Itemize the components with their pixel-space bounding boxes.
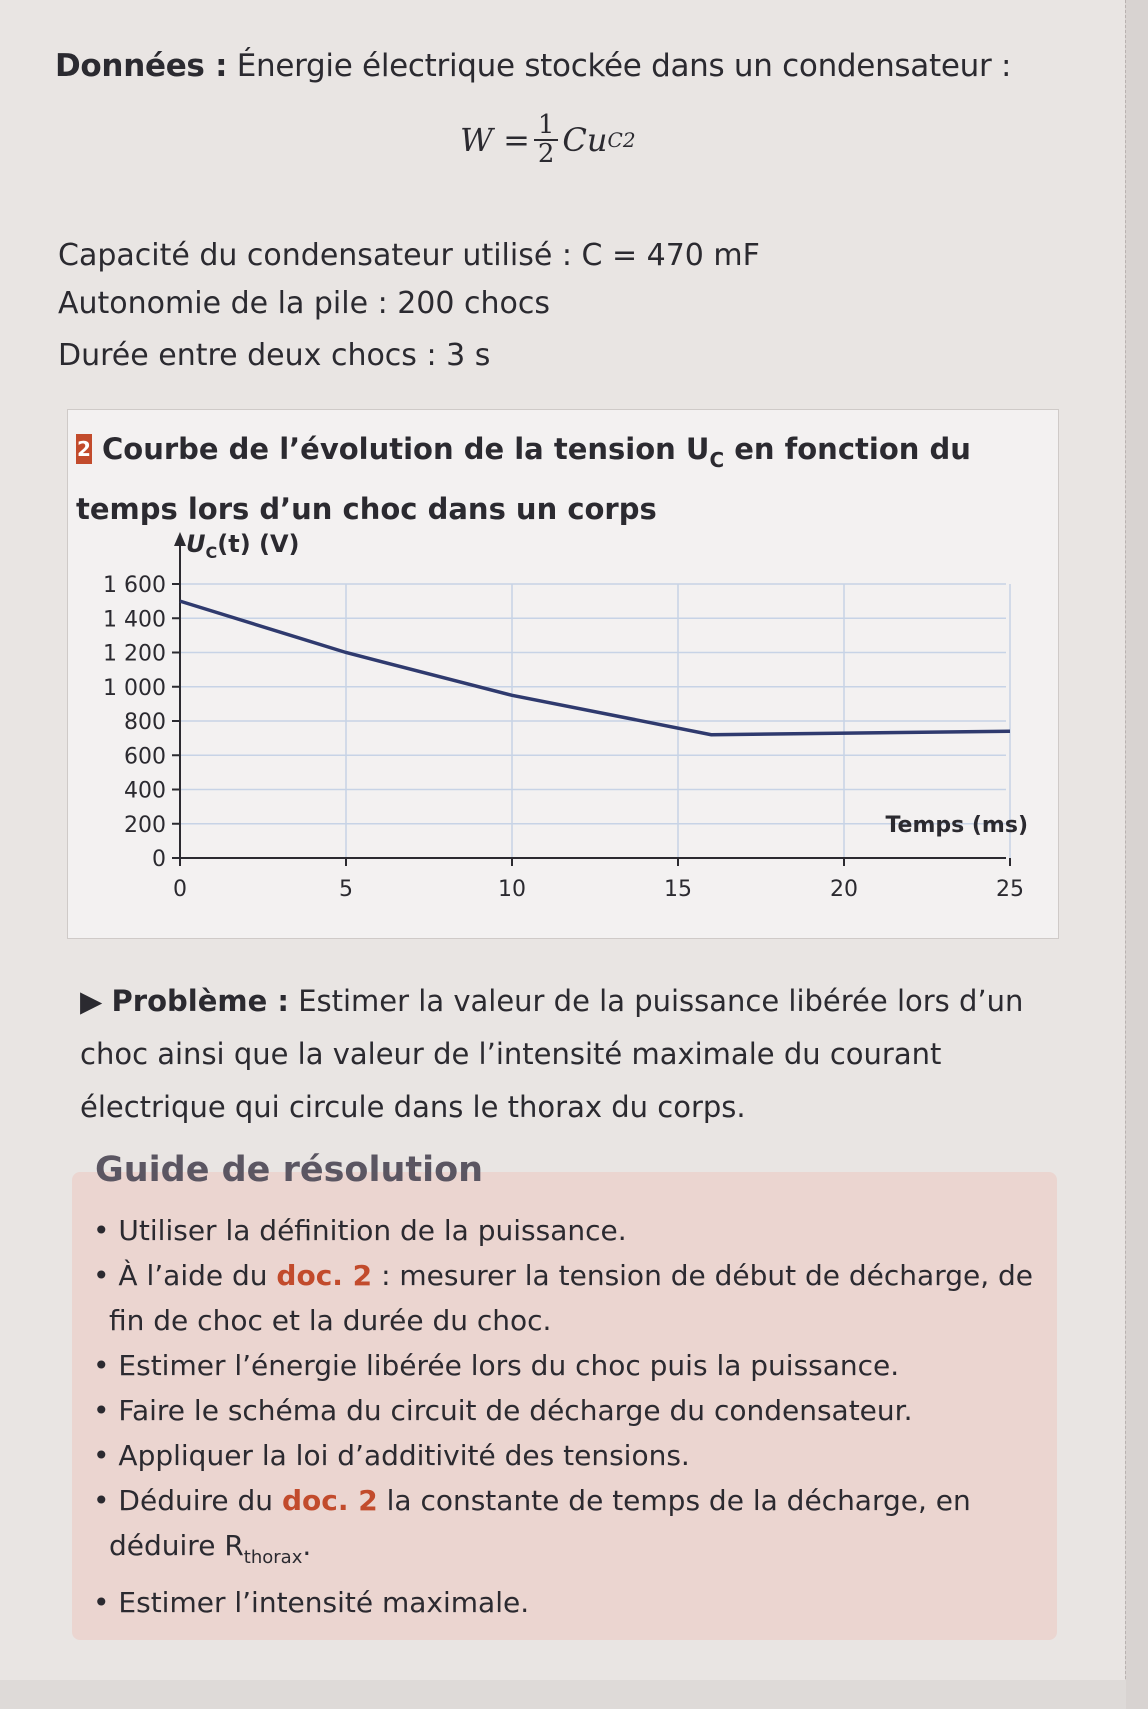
y-tick-label: 400 [124,778,166,804]
formula-rhs: Cu [562,121,608,160]
y-tick-label: 800 [124,710,166,735]
guide-item [93,1343,1043,1388]
guide-item [93,1478,1043,1580]
probleme-text: Estimer la valeur de la puissance libérée lors d’un choc ainsi que la valeur de l’intensité maximale du courant électrique qui circule dans le thorax du corps. [80,984,1024,1124]
y-label-sub: C [205,543,218,562]
doc-title-text: Courbe de l’évolution de la tension U [102,432,710,466]
guide-item [93,1580,1043,1625]
formula-fraction [534,112,559,169]
probleme-label: Problème : [111,984,289,1018]
fraction-denominator: 2 [537,139,555,170]
guide-item-text-end: : mesurer la tension de début de décharge, de fin de choc et la durée du choc. [109,1259,1034,1337]
voltage-chart [68,520,1058,920]
y-tick-label: 1 000 [103,675,166,701]
guide-item-text: Déduire du [118,1484,282,1517]
y-label-main: U [186,530,206,558]
capacite-line: Capacité du condensateur utilisé : C = 470 mF [58,238,760,273]
guide-item-end: . [302,1529,312,1562]
x-tick-label: 10 [498,877,526,902]
guide-item-text: Appliquer la loi d’additivité des tensions. [118,1439,690,1472]
voltage-curve [180,601,1010,735]
donnees-text: Énergie électrique stockée dans un condensateur : [236,48,1012,84]
formula-superscript: 2 [622,128,636,153]
y-tick-label: 0 [152,847,166,872]
doc-title-end: en fonction du temps lors d’un choc dans un corps [76,432,971,526]
guide-list [93,1208,1043,1625]
y-axis-label [186,530,300,562]
guide-item-text: Utiliser la définition de la puissance. [118,1214,627,1247]
subscript: thorax [243,1547,303,1568]
y-tick-label: 600 [124,744,166,770]
guide-item [93,1253,1043,1343]
chart-series [180,601,1010,735]
doc-reference: doc. 2 [281,1484,378,1517]
donnees-heading [55,48,1011,84]
chart-ticks [103,573,1024,902]
donnees-label: Données : [55,48,228,84]
x-tick-label: 5 [339,877,353,902]
guide-item-text: Faire le schéma du circuit de décharge du condensateur. [118,1394,913,1427]
guide-item-text: À l’aide du [118,1259,277,1292]
doc-reference: doc. 2 [276,1259,373,1292]
autonomie-line: Autonomie de la pile : 200 chocs [58,286,550,321]
guide-item-text: Estimer l’intensité maximale. [118,1586,530,1619]
chart-axes [174,532,1006,858]
doc-title-subscript: C [709,448,725,472]
y-label-end: (t) (V) [217,530,300,558]
arrow-icon: ▶ [80,984,112,1018]
page-edge [1125,0,1148,1709]
guide-item [93,1208,1043,1253]
probleme-block [80,975,1070,1134]
y-tick-label: 1 400 [103,607,166,633]
doc-number-badge: 2 [76,434,92,464]
energy-formula [460,112,636,169]
page-footer-strip [0,1680,1126,1709]
guide-title: Guide de résolution [95,1150,484,1190]
x-tick-label: 20 [830,877,858,902]
doc-title [76,425,1036,534]
duree-line: Durée entre deux chocs : 3 s [58,338,491,373]
guide-item [93,1388,1043,1433]
x-tick-label: 15 [664,877,692,902]
y-axis-arrow [174,532,186,546]
guide-item-text-end: la constante de temps de la décharge, en déduire R [109,1484,971,1562]
guide-item-text: Estimer l’énergie libérée lors du choc puis la puissance. [118,1349,900,1382]
y-tick-label: 200 [124,812,166,838]
x-axis-label: Temps (ms) [885,813,1028,838]
y-tick-label: 1 600 [103,573,166,598]
y-tick-label: 1 200 [103,641,166,667]
formula-subscript: C [607,128,623,153]
formula-lhs: W = [460,121,530,160]
fraction-numerator: 1 [534,112,559,141]
x-tick-label: 0 [173,877,187,902]
x-tick-label: 25 [996,877,1024,902]
guide-item [93,1433,1043,1478]
